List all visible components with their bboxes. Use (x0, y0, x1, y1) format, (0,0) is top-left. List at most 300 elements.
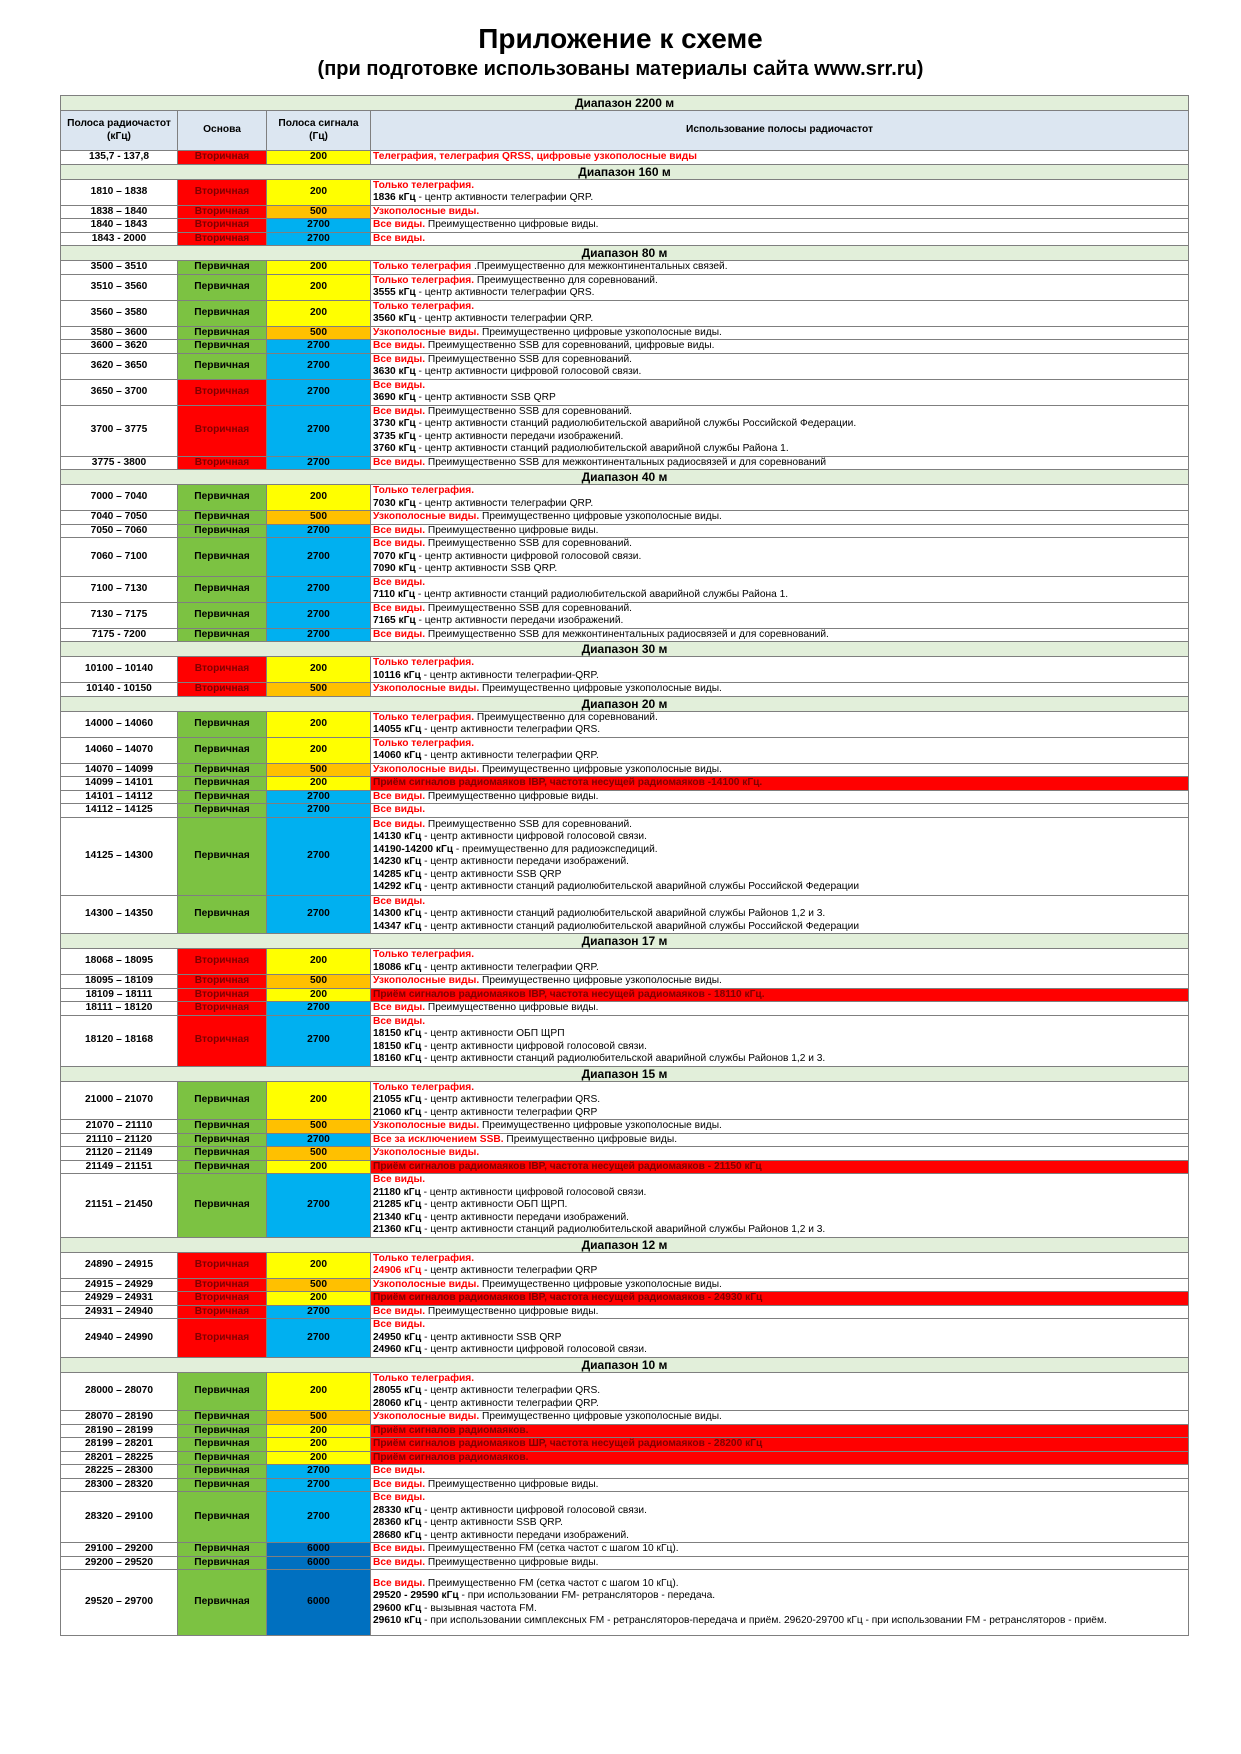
mode-label: Все виды. (373, 538, 426, 549)
frequency-label: 21340 кГц (373, 1211, 422, 1223)
usage-line (373, 1479, 1186, 1492)
mode-label: Все виды. (373, 1577, 426, 1589)
mode-label: Только телеграфия. (373, 1372, 475, 1384)
usage-text: .Преимущественно для межконтинентальных связей. (471, 261, 728, 272)
frequency-label: 28360 кГц (373, 1517, 422, 1528)
section-title: Диапазон 160 м (61, 164, 1189, 179)
usage-text: - при использовании симплексных FM - ретрансляторов-передача и приём. 29620-29700 кГц - при использовании FM - ретрансляторов - приём. (421, 1615, 1107, 1626)
signal-width-cell: 500 (267, 511, 371, 525)
usage-line (373, 683, 1186, 696)
usage-cell (371, 1174, 1189, 1238)
usage-text: - центр активности станций радиолюбительской аварийной службы Российской Федерации. (415, 418, 857, 429)
table-row (61, 1451, 1189, 1465)
usage-line (373, 844, 1186, 857)
usage-line (373, 1134, 1186, 1147)
band-range-cell: 14125 – 14300 (61, 817, 178, 895)
usage-line (373, 219, 1186, 232)
signal-width-cell: 2700 (267, 219, 371, 233)
allocation-basis-cell: Первичная (178, 777, 267, 791)
table-row (61, 1478, 1189, 1492)
table-row (61, 777, 1189, 791)
frequency-label: 21360 кГц (373, 1224, 422, 1235)
signal-width-cell: 200 (267, 1160, 371, 1174)
allocation-basis-cell: Первичная (178, 790, 267, 804)
signal-width-cell: 200 (267, 274, 371, 300)
band-range-cell: 18068 – 18095 (61, 949, 178, 975)
usage-text: - центр активности телеграфии QRP. (415, 313, 594, 324)
frequency-label: 28055 кГц (373, 1385, 422, 1396)
usage-text: - центр активности передачи изображений. (421, 1211, 630, 1223)
allocation-basis-cell: Первичная (178, 261, 267, 275)
usage-text: Приём сигналов радиомаяков IBP, частота несущей радиомаяков - 24930 кГц (373, 1292, 763, 1303)
usage-cell (371, 232, 1189, 246)
section-header-row (61, 96, 1189, 111)
signal-width-cell: 200 (267, 300, 371, 326)
mode-label: Узкополосные виды. (373, 763, 480, 775)
usage-text: Преимущественно SSB для межконтинентальных радиосвязей и для соревнований (425, 456, 827, 468)
table-row (61, 179, 1189, 205)
usage-text: - центр активности передачи изображений. (421, 856, 630, 867)
usage-line (373, 1543, 1186, 1556)
band-range-cell: 1843 - 2000 (61, 232, 178, 246)
usage-text: - центр активности телеграфии QRP. (415, 192, 594, 203)
frequency-label: 18086 кГц (373, 961, 422, 973)
usage-line (373, 525, 1186, 538)
usage-line (373, 1505, 1186, 1518)
usage-line (373, 1161, 1186, 1174)
usage-text: Преимущественно FM (сетка частот с шагом 10 кГц). (425, 1543, 679, 1554)
band-range-cell: 14099 – 14101 (61, 777, 178, 791)
allocation-basis-cell: Первичная (178, 1411, 267, 1425)
usage-line (373, 1187, 1186, 1200)
band-range-cell: 7060 – 7100 (61, 538, 178, 577)
usage-cell (371, 151, 1189, 165)
frequency-label: 14190-14200 кГц (373, 843, 454, 855)
beacon-usage-cell (371, 1292, 1189, 1306)
mode-label: Узкополосные виды. (373, 1411, 480, 1422)
signal-width-cell: 2700 (267, 538, 371, 577)
section-header-row (61, 1237, 1189, 1252)
usage-cell (371, 205, 1189, 219)
mode-label: Все виды. (373, 1465, 426, 1476)
usage-text: - центр активности телеграфии QRP (421, 1106, 598, 1118)
usage-line (373, 511, 1186, 524)
allocation-basis-cell: Первичная (178, 1424, 267, 1438)
usage-cell (371, 524, 1189, 538)
usage-line (373, 819, 1186, 832)
band-range-cell: 18120 – 18168 (61, 1015, 178, 1066)
table-row (61, 1015, 1189, 1066)
signal-width-cell: 2700 (267, 1002, 371, 1016)
page-title: Приложение к схеме (478, 23, 763, 54)
usage-text: Приём сигналов радиомаяков. (373, 1424, 529, 1436)
table-row (61, 340, 1189, 354)
signal-width-cell: 2700 (267, 456, 371, 470)
usage-cell (371, 1081, 1189, 1120)
mode-label: Все виды. (373, 602, 426, 614)
usage-cell (371, 790, 1189, 804)
usage-cell (371, 895, 1189, 934)
band-range-cell: 7000 – 7040 (61, 485, 178, 511)
mode-label: Все виды. (373, 790, 426, 802)
usage-line (373, 1373, 1186, 1386)
usage-cell (371, 1120, 1189, 1134)
frequency-label: 3735 кГц (373, 430, 416, 442)
signal-width-cell: 2700 (267, 1015, 371, 1066)
frequency-label: 7165 кГц (373, 615, 416, 626)
mode-label: Все виды. (373, 456, 426, 468)
usage-text: Преимущественно цифровые виды. (425, 524, 599, 536)
band-range-cell: 3600 – 3620 (61, 340, 178, 354)
allocation-basis-cell: Первичная (178, 1478, 267, 1492)
usage-text: - центр активности телеграфии QRP. (415, 497, 594, 509)
usage-text: Приём сигналов радиомаяков IBP, частота несущей радиомаяков -14100 кГц. (373, 777, 763, 788)
usage-line (373, 1253, 1186, 1266)
allocation-basis-cell: Вторичная (178, 1002, 267, 1016)
signal-width-cell: 6000 (267, 1570, 371, 1636)
signal-width-cell: 2700 (267, 804, 371, 818)
signal-width-cell: 6000 (267, 1543, 371, 1557)
usage-line (373, 896, 1186, 909)
usage-cell (371, 711, 1189, 737)
usage-text: Преимущественно цифровые виды. (425, 790, 599, 802)
beacon-usage-cell (371, 1160, 1189, 1174)
mode-label: Все виды. (373, 1492, 426, 1503)
signal-width-cell: 200 (267, 1372, 371, 1411)
table-row (61, 1438, 1189, 1452)
usage-line (373, 301, 1186, 314)
band-range-cell: 1840 – 1843 (61, 219, 178, 233)
mode-label: Все виды. (373, 405, 426, 417)
mode-label: Все виды. (373, 1305, 426, 1317)
mode-label: Все виды. (373, 1543, 426, 1554)
table-row (61, 1133, 1189, 1147)
table-row (61, 737, 1189, 763)
table-row (61, 711, 1189, 737)
usage-line (373, 1120, 1186, 1133)
signal-width-cell: 2700 (267, 1478, 371, 1492)
usage-line (373, 1517, 1186, 1530)
signal-width-cell: 500 (267, 683, 371, 697)
signal-width-cell: 2700 (267, 1133, 371, 1147)
usage-cell (371, 1015, 1189, 1066)
table-row (61, 151, 1189, 165)
usage-line (373, 1199, 1186, 1212)
table-row (61, 988, 1189, 1002)
frequency-label: 18160 кГц (373, 1053, 422, 1064)
table-row (61, 1319, 1189, 1358)
signal-width-cell: 2700 (267, 1174, 371, 1238)
table-row (61, 817, 1189, 895)
allocation-basis-cell: Первичная (178, 1081, 267, 1120)
allocation-basis-cell: Первичная (178, 340, 267, 354)
frequency-label: 28680 кГц (373, 1529, 422, 1541)
allocation-basis-cell: Вторичная (178, 1292, 267, 1306)
usage-text: Преимущественно цифровые узкополосные виды. (479, 1278, 722, 1290)
usage-cell (371, 602, 1189, 628)
signal-width-cell: 200 (267, 1292, 371, 1306)
usage-text: - центр активности передачи изображений. (421, 1529, 630, 1541)
usage-text: Преимущественно цифровые виды. (425, 219, 599, 230)
mode-label: Все виды. (373, 895, 426, 907)
allocation-basis-cell: Вторичная (178, 988, 267, 1002)
allocation-basis-cell: Первичная (178, 804, 267, 818)
frequency-label: 14130 кГц (373, 831, 422, 842)
allocation-basis-cell: Первичная (178, 1120, 267, 1134)
usage-line (373, 313, 1186, 326)
band-range-cell: 21070 – 21110 (61, 1120, 178, 1134)
frequency-label: 21180 кГц (373, 1186, 421, 1198)
signal-width-cell: 2700 (267, 340, 371, 354)
usage-line (373, 949, 1186, 962)
signal-width-cell: 500 (267, 763, 371, 777)
usage-line (373, 831, 1186, 844)
usage-line (373, 192, 1186, 205)
frequency-label: 3690 кГц (373, 392, 416, 403)
table-row (61, 219, 1189, 233)
signal-width-cell: 2700 (267, 1319, 371, 1358)
usage-text: - центр активности ОБП ЩРП. (421, 1199, 568, 1210)
signal-width-cell: 500 (267, 1120, 371, 1134)
usage-line (373, 380, 1186, 393)
signal-width-cell: 500 (267, 1411, 371, 1425)
allocation-basis-cell: Первичная (178, 274, 267, 300)
mode-label: Только телеграфия (373, 261, 472, 272)
usage-line (373, 856, 1186, 869)
usage-line (373, 1615, 1186, 1628)
usage-line (373, 340, 1186, 353)
mode-label: Все виды. (373, 1174, 426, 1185)
allocation-basis-cell: Вторичная (178, 405, 267, 456)
allocation-basis-cell: Первичная (178, 1465, 267, 1479)
section-title: Диапазон 30 м (61, 642, 1189, 657)
table-row (61, 261, 1189, 275)
mode-label: Все виды. (373, 524, 426, 536)
frequency-label: 14292 кГц (373, 881, 422, 892)
band-range-cell: 14060 – 14070 (61, 737, 178, 763)
usage-cell (371, 538, 1189, 577)
band-range-cell: 10140 - 10150 (61, 683, 178, 697)
band-range-cell: 7130 – 7175 (61, 602, 178, 628)
usage-cell (371, 1556, 1189, 1570)
frequency-label: 29600 кГц (373, 1602, 422, 1614)
band-range-cell: 28300 – 28320 (61, 1478, 178, 1492)
frequency-label: 3760 кГц (373, 443, 416, 454)
allocation-basis-cell: Первичная (178, 1372, 267, 1411)
beacon-usage-cell (371, 1424, 1189, 1438)
table-row (61, 628, 1189, 642)
table-row (61, 657, 1189, 683)
band-range-cell: 28190 – 28199 (61, 1424, 178, 1438)
allocation-basis-cell: Вторичная (178, 151, 267, 165)
signal-width-cell: 200 (267, 261, 371, 275)
usage-line (373, 1041, 1186, 1054)
usage-text: Преимущественно для соревнований. (474, 711, 658, 723)
table-row (61, 1492, 1189, 1543)
table-row (61, 1002, 1189, 1016)
usage-line (373, 1411, 1186, 1424)
usage-line (373, 1094, 1186, 1107)
usage-line (373, 392, 1186, 405)
table-row (61, 326, 1189, 340)
usage-text: - центр активности станций радиолюбительской аварийной службы Районов 1,2 и 3. (421, 1224, 826, 1235)
usage-line (373, 881, 1186, 894)
usage-text: - центр активности телеграфии QRP (421, 1265, 598, 1276)
signal-width-cell: 200 (267, 777, 371, 791)
usage-line (373, 1279, 1186, 1292)
usage-text: - центр активности цифровой голосовой связи. (415, 366, 642, 377)
allocation-basis-cell: Первичная (178, 1570, 267, 1636)
band-range-cell: 28201 – 28225 (61, 1451, 178, 1465)
mode-label: 24906 кГц (373, 1265, 422, 1276)
usage-line (373, 327, 1186, 340)
allocation-basis-cell: Вторичная (178, 949, 267, 975)
usage-line (373, 670, 1186, 683)
allocation-basis-cell: Вторичная (178, 1305, 267, 1319)
usage-text: - центр активности SSB QRP (415, 392, 556, 403)
usage-line (373, 1174, 1186, 1187)
usage-line (373, 151, 1186, 164)
usage-line (373, 921, 1186, 934)
allocation-basis-cell: Первичная (178, 711, 267, 737)
band-plan-table (60, 95, 1189, 1636)
usage-text: - центр активности SSB QRP (421, 868, 562, 880)
band-range-cell: 29200 – 29520 (61, 1556, 178, 1570)
usage-text: - центр активности цифровой голосовой связи. (421, 1040, 647, 1052)
band-range-cell: 14000 – 14060 (61, 711, 178, 737)
usage-text: - центр активности станций радиолюбительской аварийной службы Районов 1,2 и 3. (421, 1053, 826, 1064)
usage-line (373, 1578, 1186, 1591)
mode-label: Только телеграфия. (373, 1252, 475, 1264)
band-range-cell: 7040 – 7050 (61, 511, 178, 525)
usage-line (373, 1265, 1186, 1278)
table-row (61, 485, 1189, 511)
allocation-basis-cell: Первичная (178, 737, 267, 763)
usage-text: Преимущественно SSB для соревнований. (425, 353, 633, 365)
band-range-cell: 24940 – 24990 (61, 1319, 178, 1358)
band-range-cell: 1838 – 1840 (61, 205, 178, 219)
usage-line (373, 629, 1186, 642)
usage-cell (371, 179, 1189, 205)
usage-cell (371, 261, 1189, 275)
page-subtitle: (при подготовке использованы материалы сайта www.srr.ru) (317, 58, 924, 80)
column-header-basis: Основа (178, 111, 267, 151)
allocation-basis-cell: Первичная (178, 817, 267, 895)
table-row (61, 524, 1189, 538)
usage-text: Приём сигналов радиомаяков IBP, частота несущей радиомаяков - 21150 кГц (373, 1160, 762, 1172)
mode-label: Узкополосные виды. (373, 1120, 480, 1131)
usage-text: - центр активности телеграфии QRS. (415, 287, 595, 298)
mode-label: Все виды. (373, 1478, 426, 1490)
mode-label: Все виды. (373, 628, 426, 640)
usage-cell (371, 340, 1189, 354)
usage-text: - центр активности телеграфии QRS. (421, 1385, 601, 1396)
signal-width-cell: 2700 (267, 895, 371, 934)
band-range-cell: 21151 – 21450 (61, 1174, 178, 1238)
usage-line (373, 975, 1186, 988)
band-range-cell: 29520 – 29700 (61, 1570, 178, 1636)
frequency-label: 3630 кГц (373, 366, 416, 377)
usage-text: - центр активности SSB QRP (421, 1331, 562, 1343)
usage-text: - центр активности SSB QRP. (421, 1517, 563, 1528)
usage-line (373, 261, 1186, 274)
allocation-basis-cell: Первичная (178, 1174, 267, 1238)
usage-line (373, 1147, 1186, 1160)
usage-line (373, 1002, 1186, 1015)
band-range-cell: 24915 – 24929 (61, 1278, 178, 1292)
frequency-label: 14230 кГц (373, 856, 422, 867)
usage-line (373, 1425, 1186, 1438)
usage-cell (371, 1570, 1189, 1636)
usage-line (373, 538, 1186, 551)
section-header-row (61, 642, 1189, 657)
usage-line (373, 1590, 1186, 1603)
usage-text: Преимущественно SSB для соревнований. (425, 405, 633, 417)
mode-label: Все виды. (373, 353, 426, 365)
usage-cell (371, 975, 1189, 989)
usage-line (373, 1053, 1186, 1066)
usage-line (373, 791, 1186, 804)
usage-text: Преимущественно SSB для соревнований. (425, 818, 633, 830)
table-row (61, 1147, 1189, 1161)
usage-text: - центр активности телеграфии QRP. (421, 961, 599, 973)
band-range-cell: 18111 – 18120 (61, 1002, 178, 1016)
allocation-basis-cell: Первичная (178, 300, 267, 326)
usage-line (373, 577, 1186, 590)
allocation-basis-cell: Первичная (178, 628, 267, 642)
usage-text: Преимущественно цифровые узкополосные виды. (479, 1120, 722, 1131)
usage-line (373, 551, 1186, 564)
usage-text: Преимущественно цифровые узкополосные виды. (479, 975, 722, 986)
usage-line (373, 498, 1186, 511)
signal-width-cell: 200 (267, 1252, 371, 1278)
usage-cell (371, 326, 1189, 340)
mode-label: Только телеграфия. (373, 949, 475, 960)
usage-text: Преимущественно для соревнований. (474, 274, 658, 286)
frequency-label: 28060 кГц (373, 1397, 422, 1409)
usage-text: - центр активности телеграфии QRP. (421, 750, 599, 761)
usage-cell (371, 485, 1189, 511)
usage-text: Преимущественно SSB для межконтинентальных радиосвязей и для соревнований. (425, 628, 829, 640)
section-title: Диапазон 17 м (61, 934, 1189, 949)
usage-cell (371, 1278, 1189, 1292)
frequency-label: 18150 кГц (373, 1028, 422, 1039)
usage-line (373, 1082, 1186, 1095)
usage-line (373, 750, 1186, 763)
usage-line (373, 869, 1186, 882)
table-row (61, 1411, 1189, 1425)
usage-text: - центр активности станций радиолюбительской аварийной службы Района 1. (415, 443, 789, 454)
signal-width-cell: 200 (267, 1438, 371, 1452)
allocation-basis-cell: Вторичная (178, 219, 267, 233)
section-header-row (61, 1357, 1189, 1372)
signal-width-cell: 200 (267, 737, 371, 763)
usage-text: - при использовании FM- ретрансляторов - передача. (458, 1590, 716, 1601)
usage-text: - центр активности передачи изображений. (415, 430, 624, 442)
table-row (61, 232, 1189, 246)
usage-text: - центр активности станций радиолюбительской аварийной службы Района 1. (415, 589, 789, 600)
usage-text: - центр активности цифровой голосовой связи. (421, 1344, 647, 1355)
band-range-cell: 14112 – 14125 (61, 804, 178, 818)
signal-width-cell: 200 (267, 1424, 371, 1438)
section-header-row (61, 246, 1189, 261)
section-title: Диапазон 20 м (61, 696, 1189, 711)
signal-width-cell: 2700 (267, 353, 371, 379)
band-range-cell: 24890 – 24915 (61, 1252, 178, 1278)
usage-line (373, 1438, 1186, 1451)
signal-width-cell: 200 (267, 179, 371, 205)
usage-line (373, 908, 1186, 921)
